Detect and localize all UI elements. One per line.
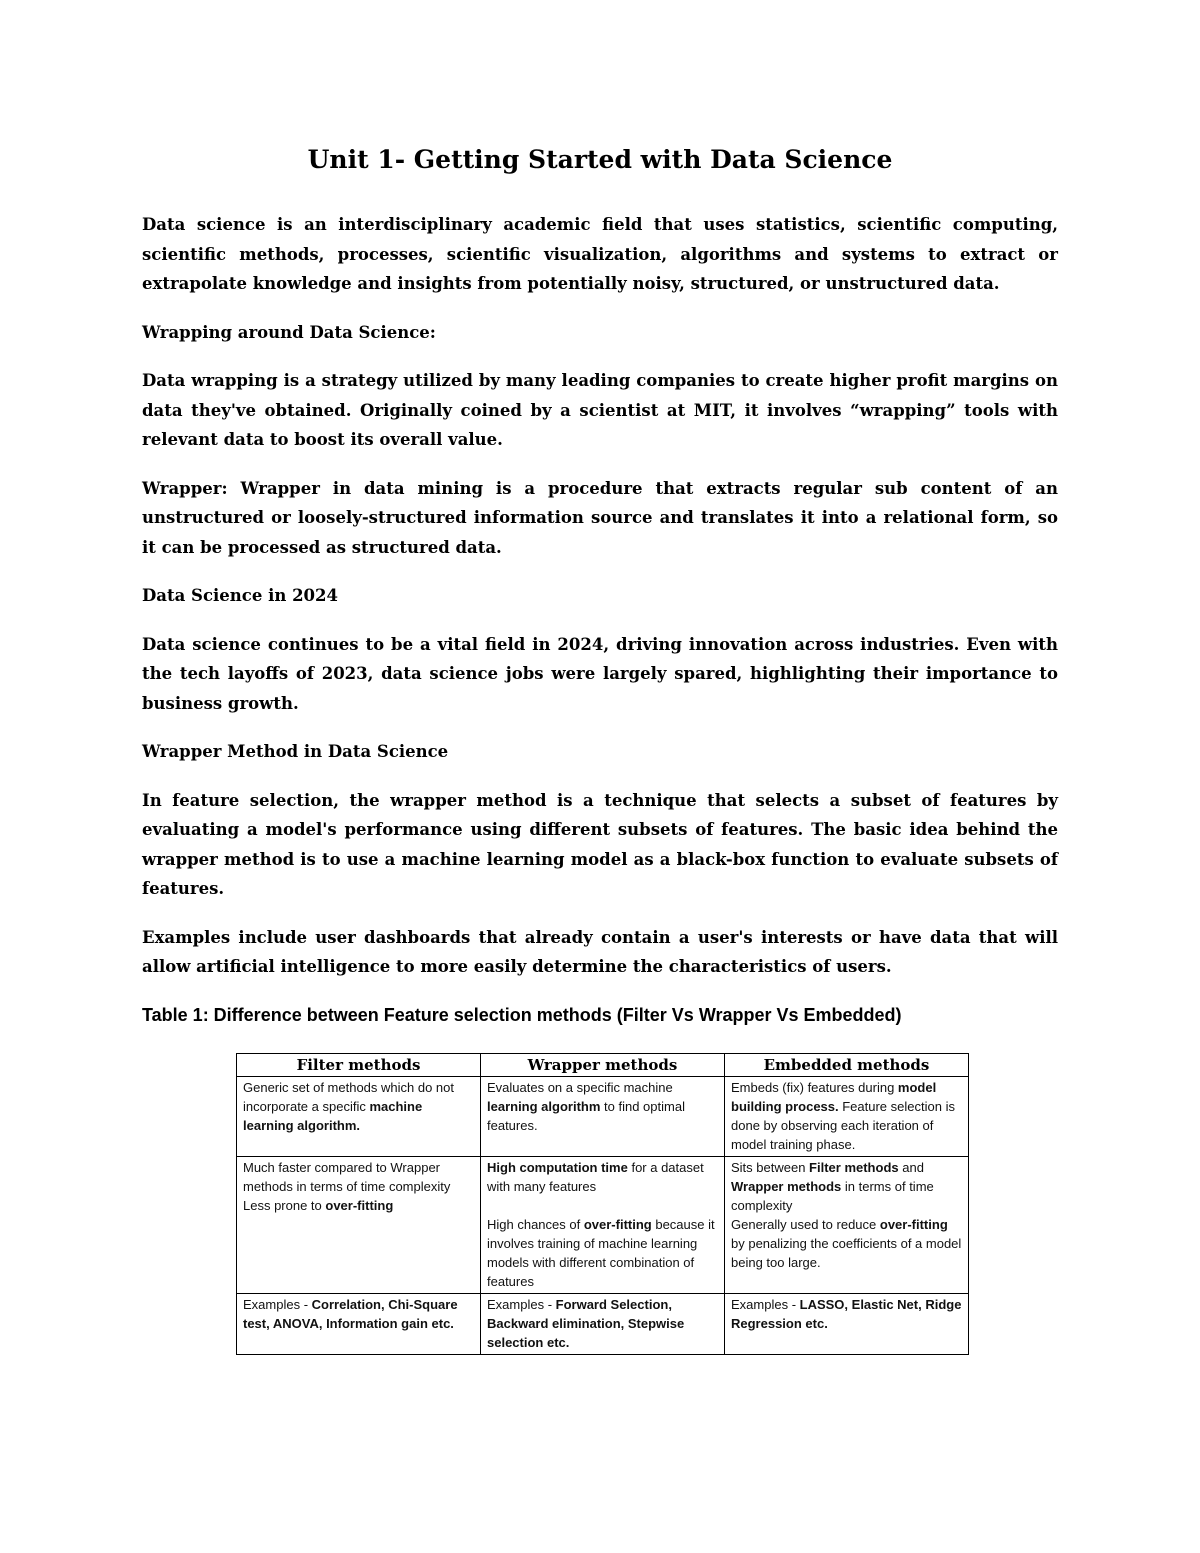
cell-spacer — [487, 1196, 718, 1215]
cell-text: Evaluates on a specific machine — [487, 1080, 673, 1095]
table-cell-filter-performance — [237, 1157, 481, 1294]
cell-text: for a dataset with many features — [487, 1160, 704, 1194]
cell-text: Examples - — [487, 1297, 556, 1312]
cell-text: Examples - — [731, 1297, 800, 1312]
cell-text: by penalizing the coefficients of a model being too large. — [731, 1236, 962, 1270]
cell-text: and — [898, 1160, 924, 1175]
table-cell-embedded-performance — [725, 1157, 969, 1294]
cell-text: Generic set of methods which do not incorporate a specific — [243, 1080, 455, 1114]
section-heading-wrapper-method: Wrapper Method in Data Science — [142, 742, 449, 761]
cell-text-bold: Wrapper methods — [731, 1179, 842, 1194]
intro-paragraph: Data science is an interdisciplinary academic field that uses statistics, scientific computing, scientific methods, processes, scientific visualization, algorithms and systems to extract or extrapolate knowledge and insights from potentially noisy, structured, or unstructured data. — [142, 215, 1058, 293]
examples-paragraph: Examples include user dashboards that already contain a user's interests or have data that will allow artificial intelligence to more easily determine the characteristics of users. — [142, 927, 1058, 976]
cell-text-bold: over-fitting — [583, 1217, 652, 1232]
table-row — [237, 1294, 969, 1355]
comparison-table-wrapper — [236, 1053, 969, 1355]
cell-text-bold: High computation time — [487, 1160, 628, 1175]
table-cell-wrapper-definition — [481, 1077, 725, 1157]
cell-text: Less prone to — [243, 1198, 326, 1213]
table-caption: Table 1: Difference between Feature selection methods (Filter Vs Wrapper Vs Embedded) — [142, 1004, 902, 1025]
wrapper-definition-paragraph — [142, 474, 1058, 563]
table-cell-filter-examples — [237, 1294, 481, 1355]
cell-text-bold: machine learning algorithm. — [243, 1099, 423, 1133]
page-title: Unit 1- Getting Started with Data Science — [307, 145, 893, 174]
section-heading-2024: Data Science in 2024 — [142, 586, 339, 605]
cell-text: in terms of time complexity — [731, 1179, 934, 1213]
document-body — [142, 140, 1058, 1030]
header-wrapper-methods: Wrapper methods — [481, 1054, 725, 1077]
section-heading-wrapping: Wrapping around Data Science: — [142, 322, 436, 342]
wrapper-lead: Wrapper: — [142, 478, 228, 498]
cell-text-bold: learning algorithm — [487, 1099, 601, 1114]
feature-selection-table — [236, 1053, 969, 1355]
data-science-2024-paragraph: Data science continues to be a vital field in 2024, driving innovation across industries. Even with the tech layoffs of 2023, data science jobs were largely spared, highlighting their importance to business growth. — [142, 634, 1058, 713]
header-embedded-methods: Embedded methods — [725, 1054, 969, 1077]
cell-text: Much faster compared to Wrapper methods in terms of time complexity — [243, 1160, 451, 1194]
cell-text-bold: Correlation, Chi-Square test, ANOVA, Information gain etc. — [243, 1297, 458, 1331]
cell-text-bold: over-fitting — [325, 1198, 394, 1213]
table-cell-wrapper-examples — [481, 1294, 725, 1355]
cell-text-bold: model building process. — [731, 1080, 937, 1114]
table-cell-filter-definition — [237, 1077, 481, 1157]
cell-text-bold: Filter methods — [809, 1160, 899, 1175]
wrapping-paragraph: Data wrapping is a strategy utilized by many leading companies to create higher profit margins on data they've obtained. Originally coined by a scientist at MIT, it involves “wrapping” tools with relevant data to boost its overall value. — [142, 371, 1058, 449]
table-cell-embedded-examples — [725, 1294, 969, 1355]
cell-text: High chances of — [487, 1217, 584, 1232]
cell-text: Embeds (fix) features during — [731, 1080, 898, 1095]
table-cell-wrapper-performance — [481, 1157, 725, 1294]
table-cell-embedded-definition — [725, 1077, 969, 1157]
table-row — [237, 1077, 969, 1157]
header-filter-methods: Filter methods — [237, 1054, 481, 1077]
table-header-row — [237, 1054, 969, 1077]
cell-text: Feature selection is done by observing each iteration of model training phase. — [731, 1099, 955, 1152]
cell-text-bold: LASSO, Elastic Net, Ridge Regression etc. — [731, 1297, 962, 1331]
cell-text: Generally used to reduce — [731, 1217, 880, 1232]
cell-text: because it involves training of machine learning models with different combination of features — [487, 1217, 715, 1289]
table-row — [237, 1157, 969, 1294]
cell-text-bold: Forward Selection, Backward elimination, Stepwise selection etc. — [487, 1297, 685, 1350]
cell-text: Sits between — [731, 1160, 810, 1175]
cell-text-bold: over-fitting — [879, 1217, 948, 1232]
cell-text: to find optimal features. — [487, 1099, 685, 1133]
cell-text: Examples - — [243, 1297, 312, 1312]
wrapper-method-paragraph: In feature selection, the wrapper method is a technique that selects a subset of features by evaluating a model's performance using different subsets of features. The basic idea behind the wrapper method is to use a machine learning model as a black-box function to evaluate subsets of features. — [142, 790, 1058, 898]
wrapper-definition-text: Wrapper in data mining is a procedure that extracts regular sub content of an unstructured or loosely-structured information source and translates it into a relational form, so it can be processed as structured data. — [142, 478, 1058, 557]
